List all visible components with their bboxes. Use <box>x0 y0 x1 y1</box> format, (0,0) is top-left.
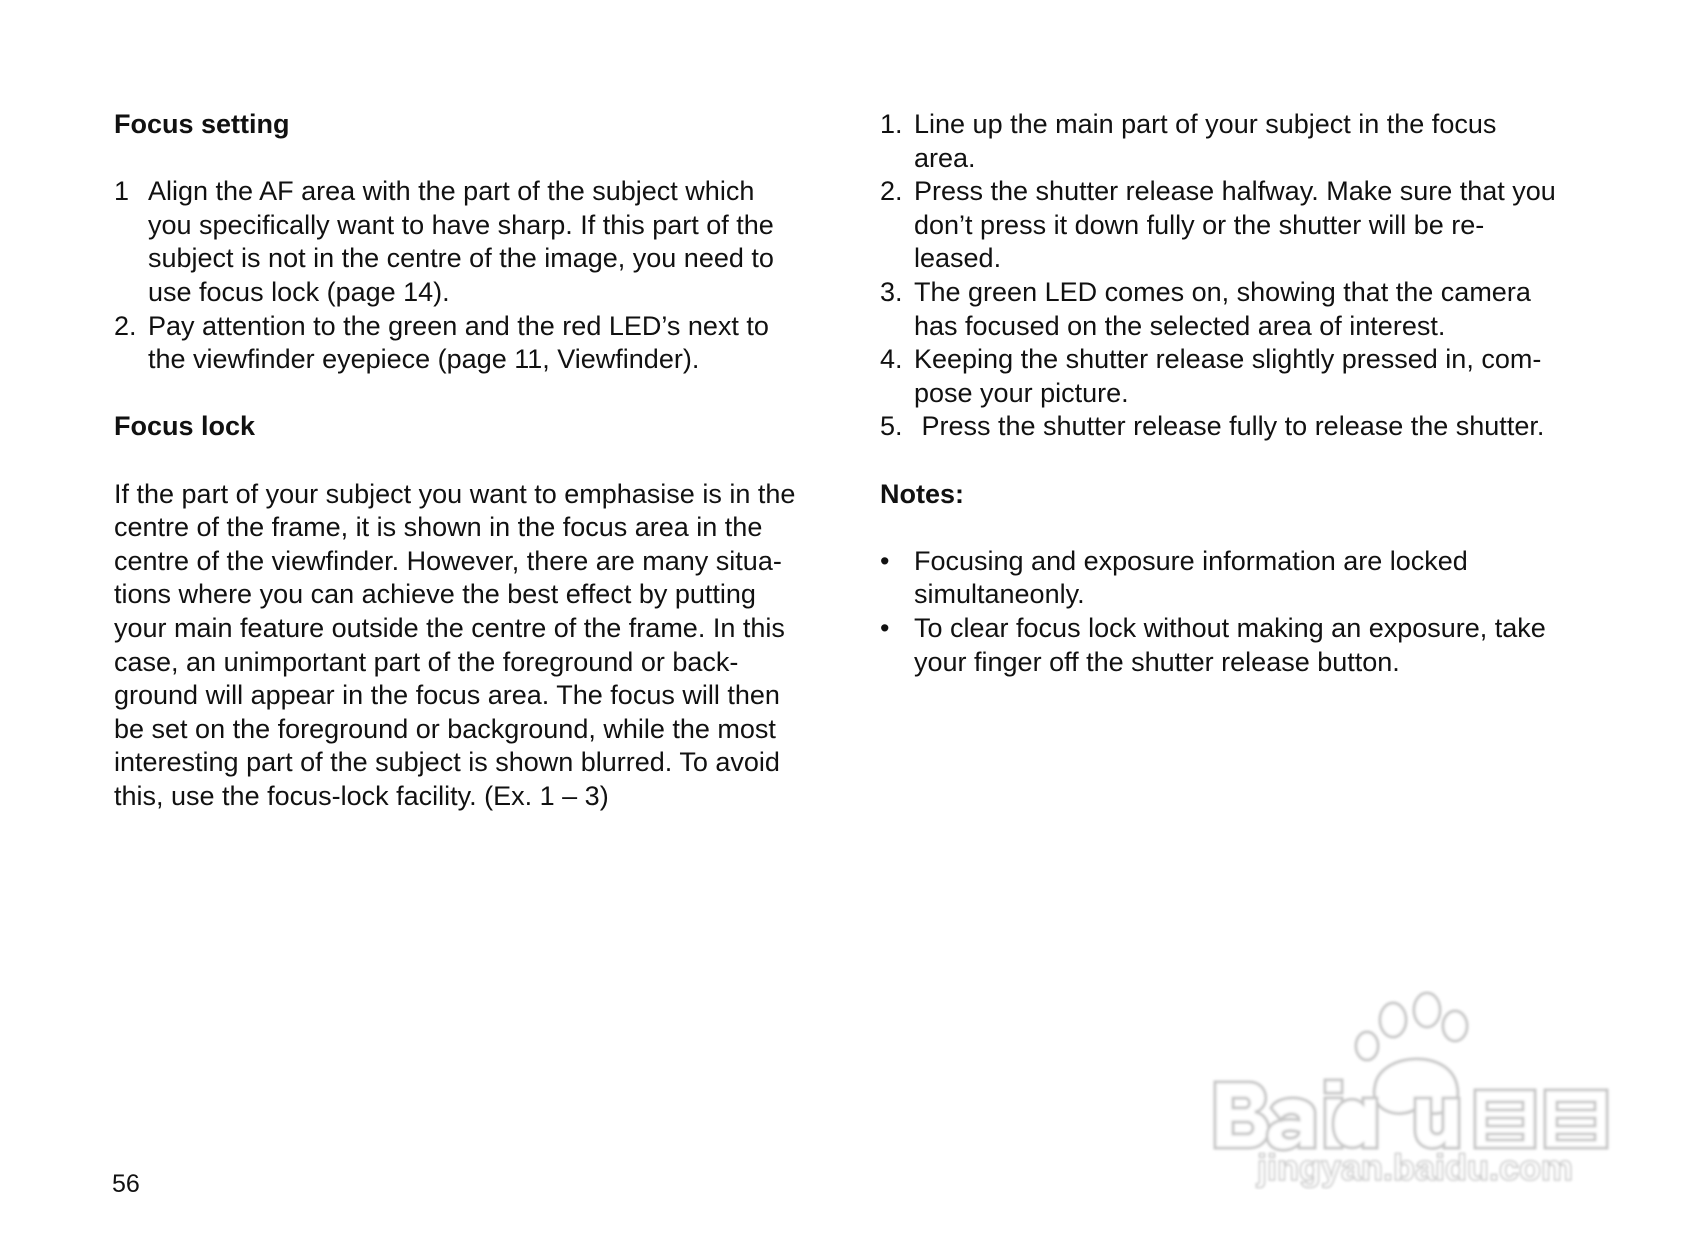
focus-setting-heading: Focus setting <box>114 109 290 139</box>
step-item <box>880 175 1610 276</box>
item-line: you specifically want to have sharp. If this part of the <box>148 209 774 240</box>
focus-lock-heading: Focus lock <box>114 411 256 442</box>
notes-heading: Notes: <box>880 478 965 509</box>
focus-setting-item <box>114 175 844 309</box>
paw-toe <box>1356 1032 1378 1060</box>
item-line: subject is not in the centre of the image, you need to <box>148 243 774 274</box>
paragraph-line: this, use the focus-lock facility. (Ex. 1 – 3) <box>114 780 609 811</box>
paw-toe <box>1380 1003 1406 1037</box>
paragraph-line: ground will appear in the focus area. The focus will then <box>114 680 780 711</box>
step-item <box>880 343 1610 410</box>
note-item <box>880 612 1610 679</box>
step-item <box>880 410 1610 444</box>
paragraph-line: centre of the viewfinder. However, there are many situa- <box>114 545 782 576</box>
step-marker: 1. <box>880 109 903 139</box>
page-number: 56 <box>112 1170 140 1198</box>
baidu-watermark-logo <box>1205 990 1625 1190</box>
item-line: Align the AF area with the part of the subject which <box>148 176 755 207</box>
step-marker: 2. <box>880 176 903 207</box>
note-line: your finger off the shutter release button. <box>914 646 1400 677</box>
step-item <box>880 276 1610 343</box>
item-line: the viewfinder eyepiece (page 11, Viewfinder). <box>148 344 700 375</box>
bullet-marker: • <box>880 612 890 643</box>
step-marker: 4. <box>880 344 903 375</box>
note-item <box>880 545 1610 612</box>
step-line: Line up the main part of your subject in the focus <box>914 109 1497 139</box>
left-column <box>114 108 844 813</box>
list-marker: 1 <box>114 176 130 207</box>
step-line: has focused on the selected area of interest. <box>914 310 1446 341</box>
step-line: Press the shutter release halfway. Make sure that you <box>914 176 1556 207</box>
note-line: simultaneonly. <box>914 579 1085 610</box>
paragraph-line: tions where you can achieve the best effect by putting <box>114 579 756 610</box>
list-marker: 2. <box>114 310 137 341</box>
bullet-marker: • <box>880 545 890 576</box>
paragraph-line: your main feature outside the centre of the frame. In this <box>114 612 785 643</box>
paw-toe <box>1414 993 1440 1027</box>
step-line: don’t press it down fully or the shutter will be re- <box>914 209 1485 240</box>
step-line: Keeping the shutter release slightly pressed in, com- <box>914 344 1542 375</box>
paw-toe <box>1443 1011 1467 1041</box>
paragraph-line: be set on the foreground or background, while the most <box>114 713 776 744</box>
step-line: area. <box>914 142 976 173</box>
note-line: Focusing and exposure information are locked <box>914 545 1468 576</box>
item-line: Pay attention to the green and the red LED’s next to <box>148 310 769 341</box>
item-line: use focus lock (page 14). <box>148 276 450 307</box>
step-line: pose your picture. <box>914 377 1129 408</box>
focus-setting-item <box>114 310 844 377</box>
step-line: leased. <box>914 243 1002 274</box>
step-marker: 3. <box>880 276 903 307</box>
step-marker: 5. <box>880 411 903 442</box>
paragraph-line: centre of the frame, it is shown in the focus area in the <box>114 512 763 543</box>
paragraph-line: interesting part of the subject is shown blurred. To avoid <box>114 747 780 778</box>
paragraph-line: If the part of your subject you want to emphasise is in the <box>114 478 796 509</box>
paragraph-line: case, an unimportant part of the foreground or back- <box>114 646 739 677</box>
note-line: To clear focus lock without making an exposure, take <box>914 612 1546 643</box>
focus-lock-paragraph <box>114 478 844 814</box>
step-item <box>880 108 1610 175</box>
watermark-url-text: jingyan.baidu.com <box>1256 1147 1574 1188</box>
step-line: The green LED comes on, showing that the camera <box>914 276 1531 307</box>
step-line: Press the shutter release fully to release the shutter. <box>914 411 1545 442</box>
right-column <box>880 108 1610 679</box>
